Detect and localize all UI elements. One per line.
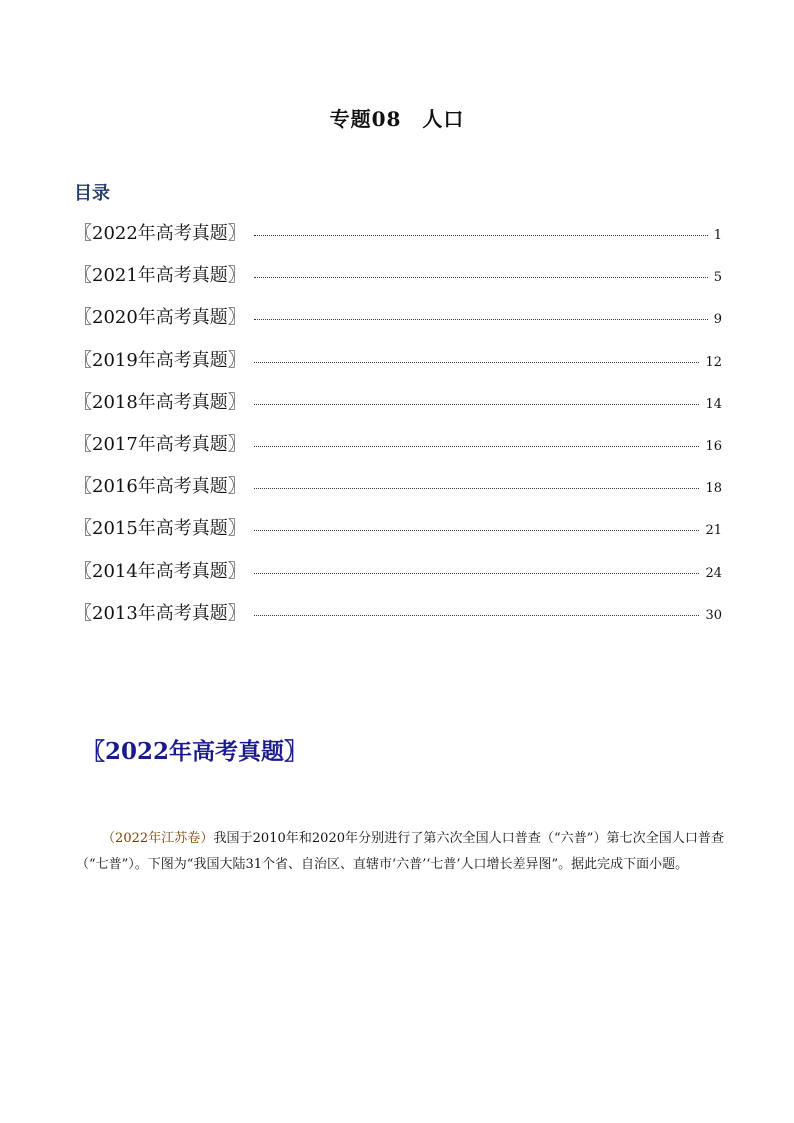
toc-entry[interactable] [74, 599, 722, 641]
toc-entry[interactable] [74, 557, 722, 599]
toc-leader-dots [254, 615, 700, 616]
toc-entry[interactable] [74, 261, 722, 303]
toc-entry-label: 〖2014年高考真题〗 [74, 560, 246, 582]
toc-entry-label: 〖2021年高考真题〗 [74, 265, 246, 287]
toc-entry-page: 21 [705, 523, 722, 539]
toc-entry[interactable] [74, 388, 722, 430]
toc-entry-page: 9 [713, 312, 722, 328]
toc-leader-dots [254, 277, 708, 278]
toc-heading: 目录 [74, 183, 110, 204]
toc-entry-page: 16 [705, 438, 722, 454]
toc-entry-label: 〖2019年高考真题〗 [74, 349, 246, 371]
toc-entry-label: 〖2017年高考真题〗 [74, 433, 246, 455]
toc-entry[interactable] [74, 472, 722, 514]
table-of-contents [74, 219, 722, 641]
toc-entry[interactable] [74, 219, 722, 261]
toc-entry-page: 14 [705, 396, 722, 412]
toc-entry-label: 〖2020年高考真题〗 [74, 307, 246, 329]
toc-entry[interactable] [74, 430, 722, 472]
toc-entry[interactable] [74, 514, 722, 556]
toc-leader-dots [254, 235, 708, 236]
toc-entry-label: 〖2013年高考真题〗 [74, 602, 246, 624]
question-source: （2022年江苏卷） [102, 831, 214, 846]
toc-entry-page: 1 [713, 228, 722, 243]
toc-entry-page: 12 [705, 354, 722, 370]
toc-entry-label: 〖2015年高考真题〗 [74, 518, 246, 540]
toc-leader-dots [254, 319, 708, 320]
toc-leader-dots [254, 362, 700, 363]
toc-entry-label: 〖2022年高考真题〗 [74, 223, 246, 244]
question-paragraph [76, 826, 724, 878]
toc-leader-dots [254, 530, 700, 531]
toc-entry-page: 5 [713, 270, 722, 286]
toc-leader-dots [254, 573, 700, 574]
toc-leader-dots [254, 488, 700, 489]
toc-entry[interactable] [74, 346, 722, 388]
toc-leader-dots [254, 446, 700, 447]
toc-entry-page: 18 [705, 481, 722, 497]
toc-entry-label: 〖2016年高考真题〗 [74, 476, 246, 498]
toc-leader-dots [254, 404, 700, 405]
toc-entry-page: 24 [705, 565, 722, 581]
section-heading: 〖2022年高考真题〗 [82, 738, 308, 765]
toc-entry[interactable] [74, 303, 722, 345]
question-text: 我国于2010年和2020年分别进行了第六次全国人口普查（“六普”）第七次全国人口普查（“七普”）。下图为“我国大陆31个省、自治区、直辖市‘六普’‘七普’人口增长差异图”。据此完成下面小题。 [76, 831, 724, 872]
page-title: 专题08 人口 [329, 107, 465, 131]
toc-entry-page: 30 [705, 607, 722, 623]
toc-entry-label: 〖2018年高考真题〗 [74, 391, 246, 413]
